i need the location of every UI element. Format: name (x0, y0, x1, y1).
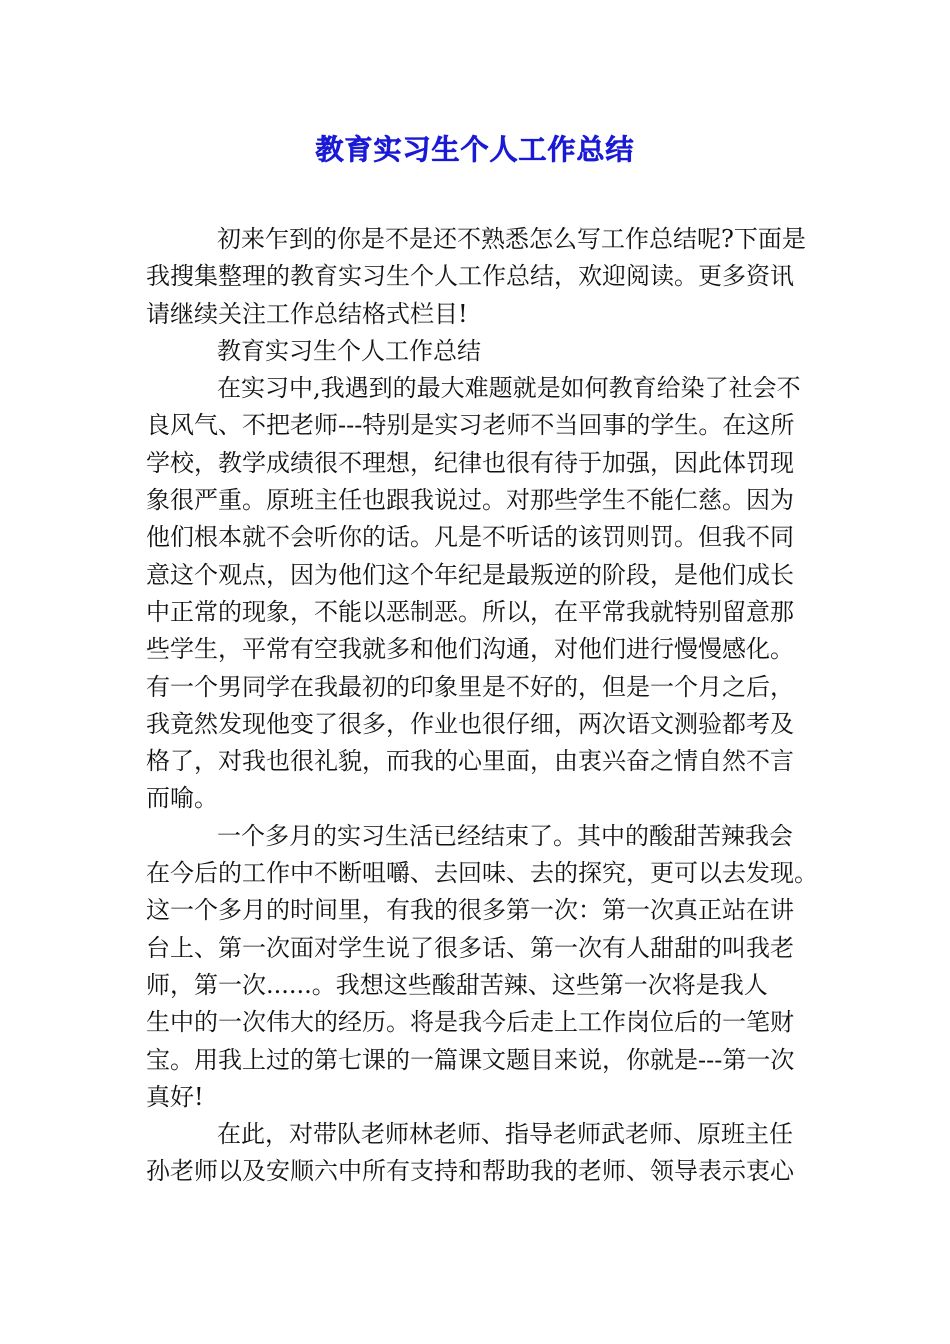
text-line: 他们根本就不会听你的话。凡是不听话的该罚则罚。但我不同 (146, 523, 794, 552)
text-line: 些学生，平常有空我就多和他们沟通，对他们进行慢慢感化。 (146, 635, 794, 664)
document-body (146, 221, 818, 1191)
text-line: 请继续关注工作总结格式栏目! (146, 299, 468, 328)
text-line: 在今后的工作中不断咀嚼、去回味、去的探究，更可以去发现。 (146, 859, 818, 888)
text-line: 意这个观点，因为他们这个年纪是最叛逆的阶段，是他们成长 (146, 560, 794, 589)
paragraph (146, 221, 806, 333)
text-line: 象很严重。原班主任也跟我说过。对那些学生不能仁慈。因为 (146, 486, 794, 515)
text-line: 生中的一次伟大的经历。将是我今后走上工作岗位后的一笔财 (146, 1008, 794, 1037)
text-line: 格了，对我也很礼貌，而我的心里面，由衷兴奋之情自然不言 (146, 747, 794, 776)
text-line: 宝。用我上过的第七课的一篇课文题目来说，你就是---第一次 (146, 1045, 795, 1074)
text-line: 我搜集整理的教育实习生个人工作总结，欢迎阅读。更多资讯 (146, 262, 794, 291)
text-line: 教育实习生个人工作总结 (217, 336, 481, 365)
text-line: 这一个多月的时间里，有我的很多第一次：第一次真正站在讲 (146, 896, 794, 925)
text-line: 我竟然发现他变了很多，作业也很仔细，两次语文测验都考及 (146, 709, 794, 738)
paragraph (146, 370, 806, 818)
text-line: 师，第一次......。我想这些酸甜苦辣、这些第一次将是我人 (146, 970, 768, 999)
text-line: 学校，教学成绩很不理想，纪律也很有待于加强，因此体罚现 (146, 448, 794, 477)
paragraph (146, 1116, 806, 1191)
text-line: 在实习中,我遇到的最大难题就是如何教育给染了社会不 (217, 374, 801, 403)
text-line: 良风气、不把老师---特别是实习老师不当回事的学生。在这所 (146, 411, 795, 440)
text-line: 而喻。 (146, 784, 218, 813)
text-line: 初来乍到的你是不是还不熟悉怎么写工作总结呢?下面是 (217, 225, 806, 253)
text-line: 在此，对带队老师林老师、指导老师武老师、原班主任 (217, 1120, 793, 1149)
text-line: 中正常的现象，不能以恶制恶。所以，在平常我就特别留意那 (146, 597, 794, 626)
text-line: 孙老师以及安顺六中所有支持和帮助我的老师、领导表示衷心 (146, 1157, 794, 1186)
text-line: 一个多月的实习生活已经结束了。其中的酸甜苦辣我会 (217, 821, 793, 850)
paragraph (146, 818, 818, 1116)
paragraph (146, 333, 806, 370)
document-title: 教育实习生个人工作总结 (315, 133, 635, 166)
text-line: 台上、第一次面对学生说了很多话、第一次有人甜甜的叫我老 (146, 933, 794, 962)
text-line: 真好! (146, 1082, 204, 1111)
text-line: 有一个男同学在我最初的印象里是不好的，但是一个月之后， (146, 672, 794, 701)
